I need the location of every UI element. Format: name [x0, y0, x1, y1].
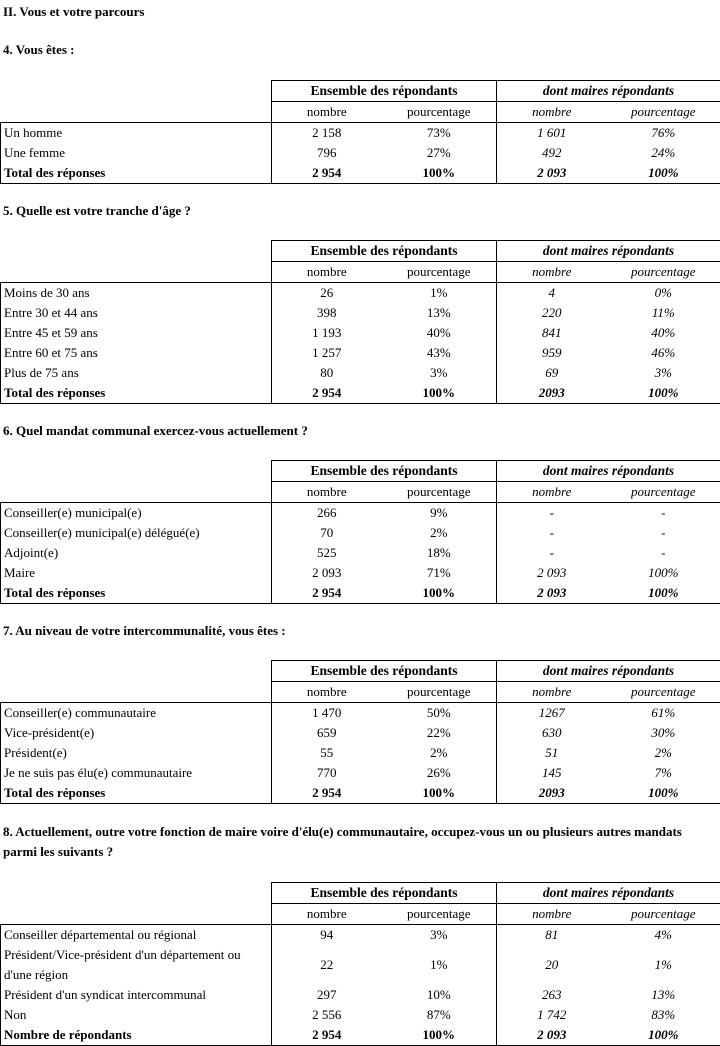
percent-maires: 61% [607, 703, 720, 724]
count-maires: 1 601 [497, 123, 607, 144]
count-maires: 2 093 [497, 583, 607, 604]
percent-all: 100% [382, 783, 497, 804]
count-all: 659 [272, 723, 382, 743]
col-header-nombre: nombre [272, 482, 382, 503]
percent-all: 2% [382, 523, 497, 543]
question-title: 6. Quel mandat communal exercez-vous actuellement ? [3, 421, 308, 441]
count-maires: 841 [497, 323, 607, 343]
percent-all: 100% [382, 1025, 497, 1046]
percent-maires: 100% [607, 383, 720, 404]
col-header-nombre-maires: nombre [497, 682, 607, 703]
empty-cell [1, 883, 272, 904]
percent-all: 26% [382, 763, 497, 783]
group-header-all: Ensemble des répondants [272, 661, 497, 682]
table-row [1, 123, 720, 144]
col-header-pourcentage: pourcentage [382, 482, 497, 503]
percent-all: 100% [382, 583, 497, 604]
percent-all: 1% [382, 945, 497, 985]
col-header-pourcentage-maires: pourcentage [607, 102, 720, 123]
count-maires: 1 742 [497, 1005, 607, 1025]
table-row [1, 743, 720, 763]
row-label: Président d'un syndicat intercommunal [1, 985, 272, 1005]
count-all: 525 [272, 543, 382, 563]
table-row [1, 563, 720, 583]
empty-cell [1, 482, 272, 503]
count-all: 70 [272, 523, 382, 543]
percent-all: 100% [382, 163, 497, 184]
percent-maires: 40% [607, 323, 720, 343]
percent-maires: 24% [607, 143, 720, 163]
row-label: Total des réponses [1, 583, 272, 604]
count-all: 2 954 [272, 783, 382, 804]
count-maires: - [497, 523, 607, 543]
group-header-maires: dont maires répondants [497, 241, 720, 262]
percent-maires: 7% [607, 763, 720, 783]
col-header-nombre: nombre [272, 102, 382, 123]
col-header-nombre: nombre [272, 682, 382, 703]
empty-cell [1, 904, 272, 925]
count-all: 1 257 [272, 343, 382, 363]
row-label: Je ne suis pas élu(e) communautaire [1, 763, 272, 783]
count-all: 55 [272, 743, 382, 763]
count-maires: 959 [497, 343, 607, 363]
table-row [1, 1005, 720, 1025]
table-row [1, 763, 720, 783]
percent-all: 3% [382, 363, 497, 383]
row-label: Président/Vice-président d'un département ou d'une région [1, 945, 272, 985]
percent-all: 1% [382, 283, 497, 304]
table-row [1, 503, 720, 524]
question-title: 8. Actuellement, outre votre fonction de maire voire d'élu(e) communautaire, occupez-vous un ou plusieurs autres mandats parmi les suivants ? [3, 822, 713, 862]
percent-all: 27% [382, 143, 497, 163]
percent-maires: 3% [607, 363, 720, 383]
table-row [1, 583, 720, 604]
table-row [1, 1025, 720, 1046]
col-header-nombre: nombre [272, 904, 382, 925]
count-maires: 2093 [497, 783, 607, 804]
percent-maires: 30% [607, 723, 720, 743]
table-row [1, 323, 720, 343]
count-maires: 630 [497, 723, 607, 743]
percent-maires: 100% [607, 783, 720, 804]
percent-maires: 100% [607, 563, 720, 583]
results-table [0, 80, 720, 184]
count-all: 796 [272, 143, 382, 163]
count-all: 2 954 [272, 383, 382, 404]
table-row [1, 303, 720, 323]
question-title: 5. Quelle est votre tranche d'âge ? [3, 201, 191, 221]
row-label: Vice-président(e) [1, 723, 272, 743]
group-header-all: Ensemble des répondants [272, 241, 497, 262]
col-header-nombre-maires: nombre [497, 482, 607, 503]
percent-maires: 100% [607, 583, 720, 604]
count-maires: 1267 [497, 703, 607, 724]
table-row [1, 363, 720, 383]
empty-cell [1, 682, 272, 703]
row-label: Adjoint(e) [1, 543, 272, 563]
count-maires: 2 093 [497, 1025, 607, 1046]
question-title: 7. Au niveau de votre intercommunalité, vous êtes : [3, 621, 286, 641]
percent-all: 10% [382, 985, 497, 1005]
count-all: 2 093 [272, 563, 382, 583]
group-header-all: Ensemble des répondants [272, 81, 497, 102]
col-header-nombre-maires: nombre [497, 102, 607, 123]
count-all: 2 954 [272, 583, 382, 604]
group-header-maires: dont maires répondants [497, 661, 720, 682]
col-header-pourcentage-maires: pourcentage [607, 682, 720, 703]
row-label: Nombre de répondants [1, 1025, 272, 1046]
percent-maires: 13% [607, 985, 720, 1005]
percent-maires: - [607, 543, 720, 563]
group-header-all: Ensemble des répondants [272, 883, 497, 904]
percent-maires: 46% [607, 343, 720, 363]
count-all: 2 954 [272, 1025, 382, 1046]
percent-maires: 100% [607, 1025, 720, 1046]
percent-all: 2% [382, 743, 497, 763]
col-header-nombre-maires: nombre [497, 262, 607, 283]
col-header-pourcentage-maires: pourcentage [607, 482, 720, 503]
row-label: Total des réponses [1, 163, 272, 184]
count-all: 1 193 [272, 323, 382, 343]
count-all: 398 [272, 303, 382, 323]
count-maires: - [497, 543, 607, 563]
col-header-nombre: nombre [272, 262, 382, 283]
count-maires: 220 [497, 303, 607, 323]
count-maires: 145 [497, 763, 607, 783]
table-row [1, 925, 720, 946]
percent-all: 22% [382, 723, 497, 743]
row-label: Entre 45 et 59 ans [1, 323, 272, 343]
table-row [1, 343, 720, 363]
group-header-maires: dont maires répondants [497, 883, 720, 904]
table-row [1, 283, 720, 304]
col-header-pourcentage-maires: pourcentage [607, 904, 720, 925]
percent-all: 3% [382, 925, 497, 946]
col-header-pourcentage: pourcentage [382, 904, 497, 925]
row-label: Total des réponses [1, 383, 272, 404]
table-row [1, 523, 720, 543]
count-maires: 263 [497, 985, 607, 1005]
percent-maires: - [607, 523, 720, 543]
percent-maires: 83% [607, 1005, 720, 1025]
row-label: Total des réponses [1, 783, 272, 804]
empty-cell [1, 661, 272, 682]
count-all: 2 158 [272, 123, 382, 144]
count-maires: 2093 [497, 383, 607, 404]
count-all: 94 [272, 925, 382, 946]
empty-cell [1, 102, 272, 123]
row-label: Président(e) [1, 743, 272, 763]
row-label: Conseiller(e) municipal(e) délégué(e) [1, 523, 272, 543]
percent-maires: 1% [607, 945, 720, 985]
percent-all: 40% [382, 323, 497, 343]
count-maires: 2 093 [497, 563, 607, 583]
table-row [1, 945, 720, 985]
table-row [1, 985, 720, 1005]
empty-cell [1, 262, 272, 283]
percent-maires: 4% [607, 925, 720, 946]
count-maires: 20 [497, 945, 607, 985]
count-maires: 492 [497, 143, 607, 163]
count-maires: - [497, 503, 607, 524]
results-table [0, 882, 720, 1046]
table-row [1, 783, 720, 804]
row-label: Entre 30 et 44 ans [1, 303, 272, 323]
count-all: 1 470 [272, 703, 382, 724]
results-table [0, 460, 720, 604]
row-label: Conseiller(e) communautaire [1, 703, 272, 724]
col-header-pourcentage-maires: pourcentage [607, 262, 720, 283]
percent-all: 13% [382, 303, 497, 323]
count-maires: 4 [497, 283, 607, 304]
count-all: 26 [272, 283, 382, 304]
percent-all: 43% [382, 343, 497, 363]
row-label: Maire [1, 563, 272, 583]
percent-maires: 0% [607, 283, 720, 304]
count-maires: 2 093 [497, 163, 607, 184]
table-row [1, 703, 720, 724]
row-label: Entre 60 et 75 ans [1, 343, 272, 363]
row-label: Non [1, 1005, 272, 1025]
row-label: Un homme [1, 123, 272, 144]
percent-maires: 11% [607, 303, 720, 323]
count-all: 297 [272, 985, 382, 1005]
row-label: Plus de 75 ans [1, 363, 272, 383]
question-title: 4. Vous êtes : [3, 40, 75, 60]
row-label: Conseiller(e) municipal(e) [1, 503, 272, 524]
col-header-pourcentage: pourcentage [382, 262, 497, 283]
count-maires: 81 [497, 925, 607, 946]
count-all: 2 954 [272, 163, 382, 184]
percent-maires: 76% [607, 123, 720, 144]
count-all: 22 [272, 945, 382, 985]
row-label: Moins de 30 ans [1, 283, 272, 304]
table-row [1, 543, 720, 563]
col-header-pourcentage: pourcentage [382, 682, 497, 703]
col-header-nombre-maires: nombre [497, 904, 607, 925]
table-row [1, 143, 720, 163]
results-table [0, 660, 720, 804]
count-maires: 51 [497, 743, 607, 763]
row-label: Conseiller départemental ou régional [1, 925, 272, 946]
percent-maires: 2% [607, 743, 720, 763]
percent-all: 9% [382, 503, 497, 524]
percent-all: 87% [382, 1005, 497, 1025]
table-row [1, 383, 720, 404]
percent-maires: - [607, 503, 720, 524]
count-all: 266 [272, 503, 382, 524]
table-row [1, 163, 720, 184]
count-maires: 69 [497, 363, 607, 383]
percent-all: 50% [382, 703, 497, 724]
group-header-maires: dont maires répondants [497, 81, 720, 102]
percent-all: 73% [382, 123, 497, 144]
group-header-maires: dont maires répondants [497, 461, 720, 482]
empty-cell [1, 241, 272, 262]
percent-all: 18% [382, 543, 497, 563]
results-table [0, 240, 720, 404]
empty-cell [1, 461, 272, 482]
row-label: Une femme [1, 143, 272, 163]
section-title: II. Vous et votre parcours [3, 2, 144, 22]
percent-all: 71% [382, 563, 497, 583]
group-header-all: Ensemble des répondants [272, 461, 497, 482]
percent-all: 100% [382, 383, 497, 404]
col-header-pourcentage: pourcentage [382, 102, 497, 123]
count-all: 770 [272, 763, 382, 783]
table-row [1, 723, 720, 743]
percent-maires: 100% [607, 163, 720, 184]
count-all: 2 556 [272, 1005, 382, 1025]
empty-cell [1, 81, 272, 102]
count-all: 80 [272, 363, 382, 383]
